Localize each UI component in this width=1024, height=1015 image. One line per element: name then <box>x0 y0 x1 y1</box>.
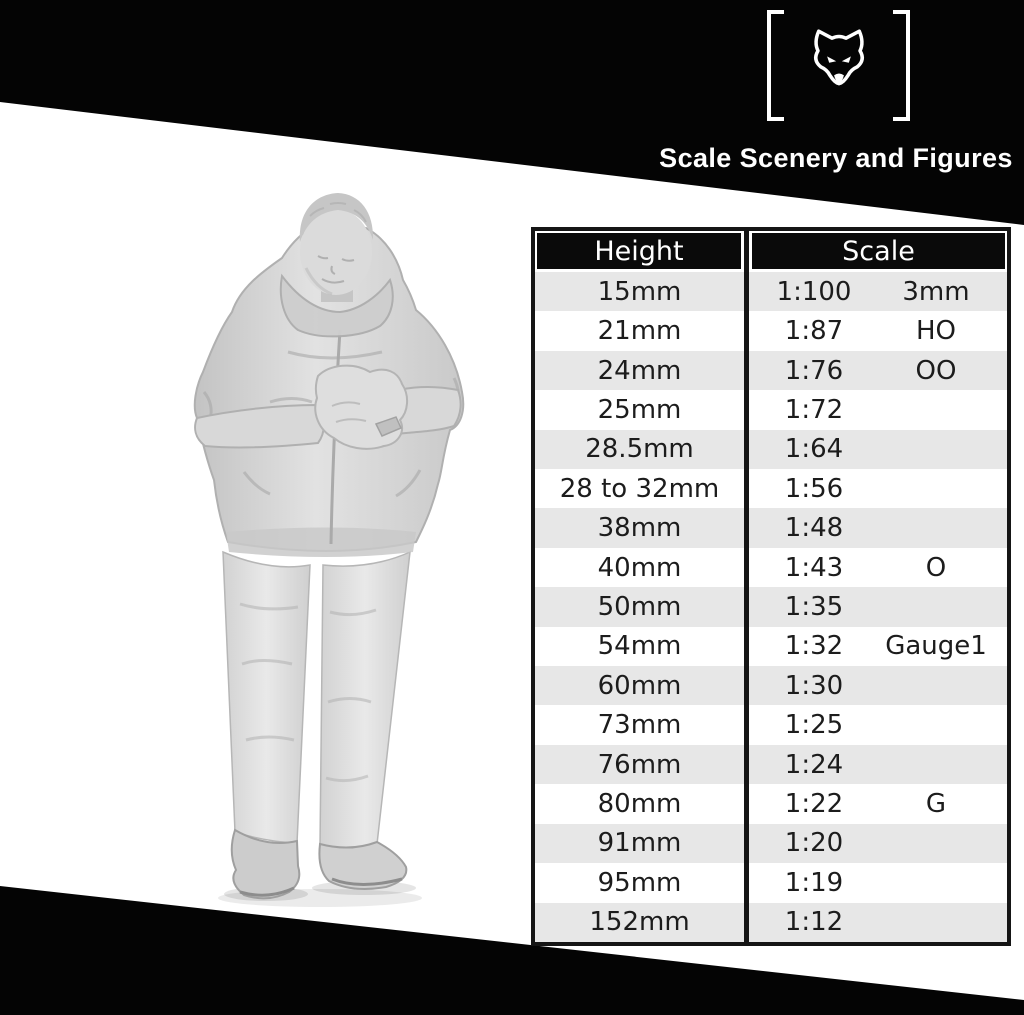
scale-ratio: 1:24 <box>784 749 844 780</box>
scale-cell <box>744 824 1007 863</box>
table-row <box>535 863 1007 902</box>
scale-ratio: 1:43 <box>784 552 844 583</box>
height-cell: 60mm <box>597 670 682 701</box>
table-row <box>535 390 1007 429</box>
height-cell: 28 to 32mm <box>559 473 720 504</box>
height-cell: 21mm <box>597 316 682 347</box>
table-header-row <box>537 233 1005 269</box>
height-cell: 25mm <box>597 394 682 425</box>
table-row <box>535 784 1007 823</box>
gauge-label: Gauge1 <box>885 631 987 662</box>
height-cell: 76mm <box>597 749 682 780</box>
table-row <box>535 508 1007 547</box>
scale-cell <box>744 705 1007 744</box>
scale-ratio: 1:56 <box>784 473 844 504</box>
height-cell: 80mm <box>597 788 682 819</box>
brand-name: Scale Scenery and Figures <box>659 143 1013 173</box>
scale-cell <box>744 784 1007 823</box>
scale-ratio: 1:30 <box>784 670 844 701</box>
scale-conversion-table <box>531 227 1011 946</box>
scale-cell <box>744 390 1007 429</box>
height-cell: 28.5mm <box>585 434 694 465</box>
table-row <box>535 903 1007 942</box>
gauge-label: 3mm <box>902 276 970 307</box>
table-row <box>535 548 1007 587</box>
height-cell: 38mm <box>597 513 682 544</box>
scale-cell <box>744 863 1007 902</box>
scale-cell <box>744 469 1007 508</box>
scale-ratio: 1:100 <box>776 276 852 307</box>
table-row <box>535 745 1007 784</box>
scale-cell <box>744 548 1007 587</box>
scale-ratio: 1:87 <box>784 316 844 347</box>
height-cell: 152mm <box>589 907 690 938</box>
table-row <box>535 469 1007 508</box>
table-row <box>535 430 1007 469</box>
scale-ratio: 1:64 <box>784 434 844 465</box>
scale-cell <box>744 272 1007 311</box>
height-cell: 50mm <box>597 591 682 622</box>
scale-cell <box>744 745 1007 784</box>
table-row <box>535 824 1007 863</box>
column-divider <box>744 231 749 942</box>
scale-ratio: 1:12 <box>784 907 844 938</box>
figure-image <box>170 180 480 915</box>
scale-cell <box>744 627 1007 666</box>
scale-cell <box>744 587 1007 626</box>
scale-ratio: 1:76 <box>784 355 844 386</box>
scale-ratio: 1:19 <box>784 867 844 898</box>
scale-cell <box>744 666 1007 705</box>
height-cell: 91mm <box>597 828 682 859</box>
height-cell: 73mm <box>597 710 682 741</box>
table-row <box>535 311 1007 350</box>
scale-ratio: 1:32 <box>784 631 844 662</box>
left-bracket-icon <box>767 10 784 121</box>
table-body <box>535 272 1007 942</box>
scale-cell <box>744 508 1007 547</box>
scale-cell <box>744 903 1007 942</box>
scale-ratio: 1:48 <box>784 513 844 544</box>
scale-ratio: 1:22 <box>784 788 844 819</box>
table-row <box>535 627 1007 666</box>
height-cell: 95mm <box>597 867 682 898</box>
wolf-head-icon <box>804 25 874 99</box>
scale-ratio: 1:35 <box>784 591 844 622</box>
height-cell: 24mm <box>597 355 682 386</box>
table-row <box>535 351 1007 390</box>
scale-ratio: 1:72 <box>784 394 844 425</box>
table-row <box>535 272 1007 311</box>
table-row <box>535 705 1007 744</box>
scale-ratio: 1:25 <box>784 710 844 741</box>
gauge-label: HO <box>915 316 956 347</box>
header-height: Height <box>537 233 741 269</box>
height-cell: 15mm <box>597 276 682 307</box>
right-bracket-icon <box>893 10 910 121</box>
header-scale: Scale <box>752 233 1005 269</box>
table-row <box>535 587 1007 626</box>
scale-ratio: 1:20 <box>784 828 844 859</box>
gauge-label: G <box>925 788 947 819</box>
scale-cell <box>744 351 1007 390</box>
scale-cell <box>744 430 1007 469</box>
height-cell: 54mm <box>597 631 682 662</box>
table-row <box>535 666 1007 705</box>
gauge-label: OO <box>915 355 957 386</box>
scale-cell <box>744 311 1007 350</box>
height-cell: 40mm <box>597 552 682 583</box>
gauge-label: O <box>925 552 947 583</box>
